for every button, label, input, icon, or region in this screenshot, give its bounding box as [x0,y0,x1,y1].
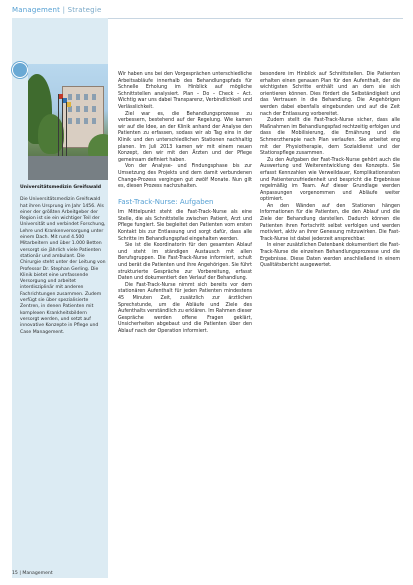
sidebar-caption: Universitätsmedizin Greifswald [20,185,102,190]
sidebar-caption-block [20,185,106,336]
page-header [12,6,101,14]
paragraph: Sie ist die Koordinatorin für den gesamten Ablauf und steht im ständigen Austausch mit allen Berufsgruppen. Die Fast-Track-Nurse informiert, schult und berät die Patienten und ihre Angehörigen. Sie führt strukturierte Gespräche zur Vorbereitung, erfasst Daten und dokumentiert den Verlauf der Behandlung. [118,243,252,282]
footer-separator: | [19,571,21,576]
paragraph: Die Fast-Track-Nurse nimmt sich bereits vor dem stationären Aufenthalt für jeden Patienten mindestens 45 Minuten Zeit, zusätzlich zur ärztlichen Sprechstunde, um die Abläufe und Ziele des Aufenthalts verständlich zu erklären. Im Rahmen dieser Gespräche werden offene Fragen geklärt, Unsicherheiten abgebaut und die Patienten über den Ablauf nach der Operation informiert. [118,282,252,334]
page-number: 15 [12,571,18,576]
university-logo-icon [12,62,28,78]
paragraph: In einer zusätzlichen Datenbank dokumentiert die Fast-Track-Nurse die einzelnen Behandlungsprozesse und die Ergebnisse. Diese Daten werden anschließend in einem Qualitätsbericht ausgewertet. [260,243,400,269]
paragraph: Von der Analyse- und Findungsphase bis zur Umsetzung des Projekts und dem damit verbundenen Change-Prozess vergingen gut zwölf Monate. Nun gilt es, diesen Prozess nachzuhalten. [118,164,252,190]
header-separator: | [62,6,66,14]
sidebar-text: Die Universitätsmedizin Greifswald hat ihren Ursprung im Jahr 1456. Als einer der größten Arbeitgeber der Region ist sie ein wichtiger Teil der Universität und verbindet Forschung, Lehre und Krankenversorgung unter einem Dach. Mit rund 4.500 Mitarbeitern und über 1.000 Betten versorgt sie jährlich viele Patienten stationär und ambulant. Die Chirurgie steht unter der Leitung von Professor Dr. Stephan Gerling. Die Klinik bietet eine umfassende Versorgung und arbeitet interdisziplinär mit anderen Fachrichtungen zusammen. Zudem verfügt sie über spezialisierte Zentren, in denen Patienten mit komplexen Krankheitsbildern versorgt werden, und setzt auf innovative Konzepte in Pflege und Case Management. [20,197,106,335]
paragraph: Zudem stellt die Fast-Track-Nurse sicher, dass alle Maßnahmen im Behandlungspfad rechtzeitig erfolgen und dass die Mobilisierung, die Ernährung und die Schmerztherapie nach Plan verlaufen. Sie arbeitet eng mit der Physiotherapie, dem Sozialdienst und der Stationspflege zusammen. [260,118,400,157]
building-photo [28,64,108,180]
section-title: Management [12,6,61,14]
article-column-1 [118,72,252,336]
paragraph: besondere im Hinblick auf Schnittstellen. Die Patienten erhalten einen genauen Plan für den Aufenthalt, der die wichtigsten Schritte enthält und an dem sie sich orientieren können. Dies fördert die Selbständigkeit und das Vertrauen in die Behandlung. Die Angehörigen werden dabei ebenfalls eingebunden und auf die Zeit nach der Entlassung vorbereitet. [260,72,400,117]
article-column-2 [260,72,400,270]
paragraph: Wir haben uns bei den Vorgesprächen unterschiedliche Arbeitsabläufe innerhalb des Behandlungspfads für Schnelle Erholung im Hinblick auf mögliche Schnittstellen analysiert. Plan – Do – Check – Act. Wichtig war uns dabei Transparenz, Verbindlichkeit und Verlässlichkeit. [118,72,252,110]
paragraph: Zu den Aufgaben der Fast-Track-Nurse gehört auch die Auswertung und Weiterentwicklung des Konzepts. Sie erfasst Kennzahlen wie Verweildauer, Komplikationsraten und Patientenzufriedenheit und bespricht die Ergebnisse regelmäßig im Team. Auf dieser Grundlage werden Anpassungen vorgenommen und Abläufe weiter optimiert. [260,157,400,203]
magazine-name: Management [22,571,53,576]
subsection-title: Strategie [67,6,102,14]
paragraph: An den Wänden auf den Stationen hängen Informationen für die Patienten, die den Ablauf und die Ziele der Behandlung darstellen. Dadurch können die Patienten ihren Fortschritt selbst verfolgen und werden motiviert, aktiv an ihrer Genesung mitzuwirken. Die Fast-Track-Nurse ist dabei jederzeit ansprechbar. [260,203,400,242]
section-heading: Fast-Track-Nurse: Aufgaben [118,197,214,206]
page-footer [12,571,53,576]
paragraph: Im Mittelpunkt steht die Fast-Track-Nurse als eine Stelle, die als Schnittstelle zwischen Patient, Arzt und Pflege fungiert. Sie begleitet den Patienten vom ersten Kontakt bis zur Entlassung und sorgt dafür, dass alle Schritte im Behandlungspfad eingehalten werden. [118,210,252,242]
paragraph: Ziel war es, die Behandlungsprozesse zu verbessern, bestehend auf der Regelung. Wie kamen wir auf die Idee, an der Klinik anhand der Analyse den Patienten zu erfassen, sodass wir ab Tag eins in der Klinik und den unterschiedlichen Stationen nachhaltig planen. Im Juli 2013 kamen wir mit einem neuen Konzept, den wir mit den Ärzten und der Pflege gemeinsam definiert haben. [118,111,252,163]
